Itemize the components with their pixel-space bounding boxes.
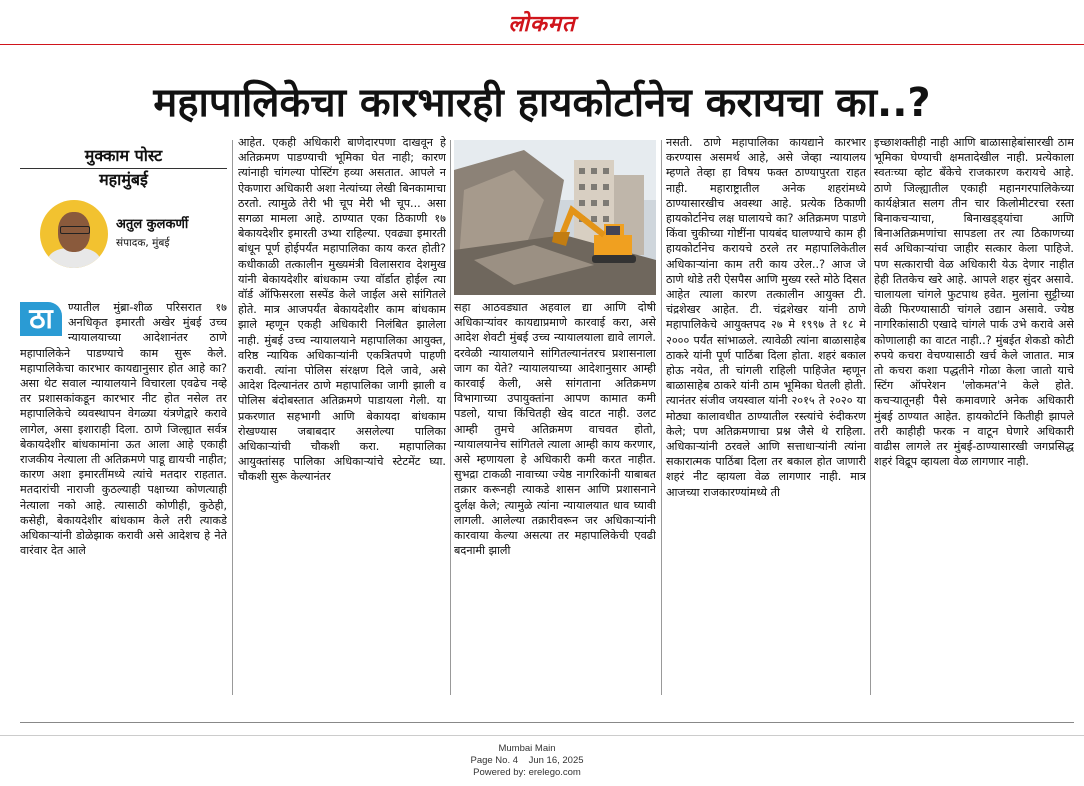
footer-page-date: Page No. 4 Jun 16, 2025 <box>470 755 584 766</box>
headline: महापालिकेचा कारभारही हायकोर्टानेच करायचा का..? <box>153 80 931 126</box>
author-name: अतुल कुलकर्णी <box>116 217 189 232</box>
footer-edition: Mumbai Main <box>498 743 556 754</box>
page-footer <box>0 743 1084 779</box>
article-column-5: इच्छाशक्तीही नाही आणि बाळासाहेबांसारखी ठाम भूमिका घेण्याची क्षमतादेखील नाही. प्रत्येकाला स्वतःच्या व्होट बँकेचे राजकारण करायचे आहे. ठाणे जिल्ह्यातील एकाही महानगरपालिकेच्या कार्यक्षेत्रात सलग तीन चार किलोमीटरचा रस्ता बिनाकचऱ्याचा, बिनाखड्ड्यांचा आणि बिनाअतिक्रमणांचा सापडला तर त्या ठिकाणच्या सर्व अधिकाऱ्यांचा जाहीर सत्कार केला पाहिजे. पण सत्काराची वेळ अधिकारी येऊ देणार नाहीत हेही तितकेच खरे आहे. आपले शहर सुंदर असावे. चालायला चांगले फुटपाथ हवेत. मुलांना सुट्टीच्या वेळी फिरण्यासाठी चांगले उद्यान असावे. ज्येष्ठ नागरिकांसाठी एखादे चांगले पार्क उभे करावे असे कोणालाही का वाटत नाही..? मुंबईत शेकडो कोटी रुपये कचरा वेचण्यासाठी खर्च केले जातात. मात्र तो कचरा कशा पद्धतीने गोळा केला जातो याचे स्टिंग ऑपरेशन 'लोकमत'ने केले होते. कचऱ्यातूनही पैसे कमावणारे अनेक अधिकारी मुंबई ठाण्यात आहेत. हायकोर्टाने कितीही झापले तरी काहीही फरक न वाटून घेणारे अधिकारी वाढीस लागले तर मुंबई-ठाण्यासारखी जगप्रसिद्ध शहरं विद्रूप व्हायला वेळ लागणार नाही. <box>874 136 1074 469</box>
article-bottom-rule <box>20 722 1074 723</box>
byline-box <box>20 142 227 292</box>
section-rule <box>20 168 227 169</box>
article-column-2: आहेत. एकही अधिकारी बाणेदारपणा दाखवून हे अतिक्रमण पाडण्याची भूमिका घेत नाही; कारण त्यांनाही चांगल्या पोस्टिंग हव्या असतात. आपले न ऐकणारा अधिकारी अशा नेत्यांच्या लेखी बिनकामाचा ठरतो. त्यामुळे तेरी भी चूप मेरी भी चूप... असा सगळा मामला आहे. ठाण्यात एका ठिकाणी १७ बेकायदेशीर इमारती उभ्या राहिल्या. एवढ्या इमारती बांधून पूर्ण होईपर्यंत महापालिका काय करत होती? कधीकाळी तत्कालीन मुख्यमंत्री विलासराव देशमुख यांनी बेकायदेशीर बांधकाम ज्या वॉर्डात होईल त्या वॉर्ड ऑफिसरला सस्पेंड केले जाईल असे सांगितले होते. मात्र आजपर्यंत बेकायदेशीर काम बांधकाम झाले म्हणून एकही अधिकारी निलंबित झालेला नाही. मुंबई उच्च न्यायालयाने महापालिका आयुक्त, वरिष्ठ न्यायिक अधिकाऱ्यांनी एकत्रितपणे पाहणी करावी. त्यांना पोलिस संरक्षण दिले जावे, असे आदेश दिल्यानंतर ठाणे महापालिका जागी झाली व पोलिस बंदोबस्तात अतिक्रमणे पाडायला गेली. या प्रकरणात सहभागी आणि बेकायदा बांधकाम रोखण्यास जबाबदार असलेल्या पालिका अधिकाऱ्यांची चौकशी करा. महापालिका आयुक्तांसह पालिका अधिकाऱ्यांचे स्टेटमेंट घ्या. चौकशी सुरू केल्यानंतर <box>238 136 446 484</box>
column-1-text: ण्यातील मुंब्रा-शीळ परिसरात १७ अनधिकृत इमारती अखेर मुंबई उच्च न्यायालयाच्या आदेशानंतर ठाणे महापालिकेने पाडण्याचे काम सुरू केले. महापालिकेचा कारभार कायद्यानुसार होत आहे का? असा थेट सवाल न्यायालयाने विचारला एवढेच नव्हे तर प्रशासकांकडून कारभार नीट होत नसेल तर महापालिकेचे व्यवस्थापन वेगळ्या यंत्रणेद्वारे करावे लागेल, असा इशाराही दिला. ठाणे जिल्ह्यात सर्वत्र बेकायदेशीर बांधकामांना ऊत आला आहे एकाही राजकीय नेत्याला ती अतिक्रमणे पाडू द्यायची नाहीत; कारण अशा इमारतींमध्ये त्यांचे मतदार राहतात. मतदारांची नाराजी कुठल्याही पक्षाच्या कोणत्याही नेत्याला नको आहे. त्यासाठी कोणीही, कुठेही, कसेही, बेकायदेशीर बांधकाम केले तरी त्याकडे अधिकाऱ्यांनी डोळेझाक करावी असे आदेशच हे नेते वारंवार देत आले <box>20 301 227 558</box>
article-column-3: सहा आठवड्यात अहवाल द्या आणि दोषी अधिकाऱ्यांवर कायद्याप्रमाणे कारवाई करा, असे आदेश शेवटी मुंबई उच्च न्यायालयाला द्यावे लागले. दरवेळी न्यायालयाने सांगितल्यानंतरच प्रशासनाला जाग का येते? न्यायालयाच्या आदेशानुसार आम्ही कारवाई केली, असे सांगताना अतिक्रमण विभागाच्या उपायुक्तांना आपण कामात कमी पडलो, याचा किंचितही खेद वाटत नाही. उलट आम्ही तुमचे अतिक्रमण वाचवत होतो, न्यायालयानेच सांगितले त्याला आम्ही काय करणार, असे म्हणायला हे अधिकारी कमी करत नाहीत. सुभद्रा टाकळी नावाच्या ज्येष्ठ नागरिकांनी याबाबत तक्रार करूनही त्याकडे शासन आणि प्रशासनाने दुर्लक्ष केले; त्यामुळे त्यांना न्यायालयात धाव घ्यावी लागली. आलेल्या तक्रारीवरून जर अधिकाऱ्यांनी कारवाया केल्या असत्या तर महापालिकेची एवढी बदनामी झाली <box>454 301 656 558</box>
masthead-rule <box>0 44 1084 45</box>
author-avatar <box>40 200 108 268</box>
masthead <box>0 0 1084 44</box>
column-section-title: मुक्काम पोस्ट <box>84 146 163 165</box>
avatar-glasses <box>60 226 90 234</box>
column-divider <box>661 140 662 695</box>
article-column-4: नसती. ठाणे महापालिका कायद्याने कारभार करण्यास असमर्थ आहे, असे जेव्हा न्यायालय म्हणते तेव्हा हा विषय फक्त ठाण्यापुरता राहत नाही. महाराष्ट्रातील अनेक शहरांमध्ये ठाण्यासारखीच अवस्था आहे. प्रत्येक ठिकाणी हायकोर्टानेच लक्ष घालायचे का? अतिक्रमण पाडणे किंवा चुकीच्या गोष्टींना पायबंद घालण्याचे काम ही हायकोर्टानेच करायचे ठरले तर महापालिकेतील अधिकाऱ्यांना काम तरी काय उरेल..? आज जे ठाणे थोडे तरी ऐसपैस आणि मुख्य रस्ते मोठे दिसत आहेत त्याला कारण तत्कालीन आयुक्त टी. चंद्रशेखर आहेत. टी. चंद्रशेखर यांनी ठाणे महापालिकेचे आयुक्तपद २७ मे १९९७ ते १८ मे २००० पर्यंत सांभाळले. त्यावेळी त्यांना बाळासाहेब ठाकरे यांनी पूर्ण पाठिंबा दिला होता. शहरं बकाल होऊ नयेत, ती चांगली राहिली पाहिजेत म्हणून बाळासाहेब ठाकरे यांनी ठाम भूमिका घेतली होती. त्यानंतर संजीव जयस्वाल यांनी २०१५ ते २०२० या मोठ्या कालावधीत ठाण्यातील रस्त्यांचे रुंदीकरण केले; पण अतिक्रमणाचा प्रश्न जैसे थे राहिला. अधिकाऱ्यांनी ठरवले आणि सत्ताधाऱ्यांनी त्यांना सकारात्मक पाठिंबा दिला तर बकाल होत जाणारी शहरं नीट व्हायला वेळ लागणार नाही. मात्र आजच्या राजकारण्यांमध्ये ती <box>666 136 866 499</box>
column-section-subtitle: महामुंबई <box>99 170 148 189</box>
column-divider <box>232 140 233 695</box>
author-role: संपादक, मुंबई <box>116 237 170 249</box>
demolition-excavator-photo <box>454 140 656 295</box>
dropcap: ठा <box>20 302 62 336</box>
footer-powered[interactable]: Powered by: erelego.com <box>473 767 581 778</box>
column-divider <box>870 140 871 695</box>
photo-illustration <box>454 140 656 295</box>
article-column-1 <box>20 300 227 695</box>
lokmat-logo: लोकमत <box>508 11 576 37</box>
column-divider <box>450 140 451 695</box>
footer-rule <box>0 735 1084 736</box>
